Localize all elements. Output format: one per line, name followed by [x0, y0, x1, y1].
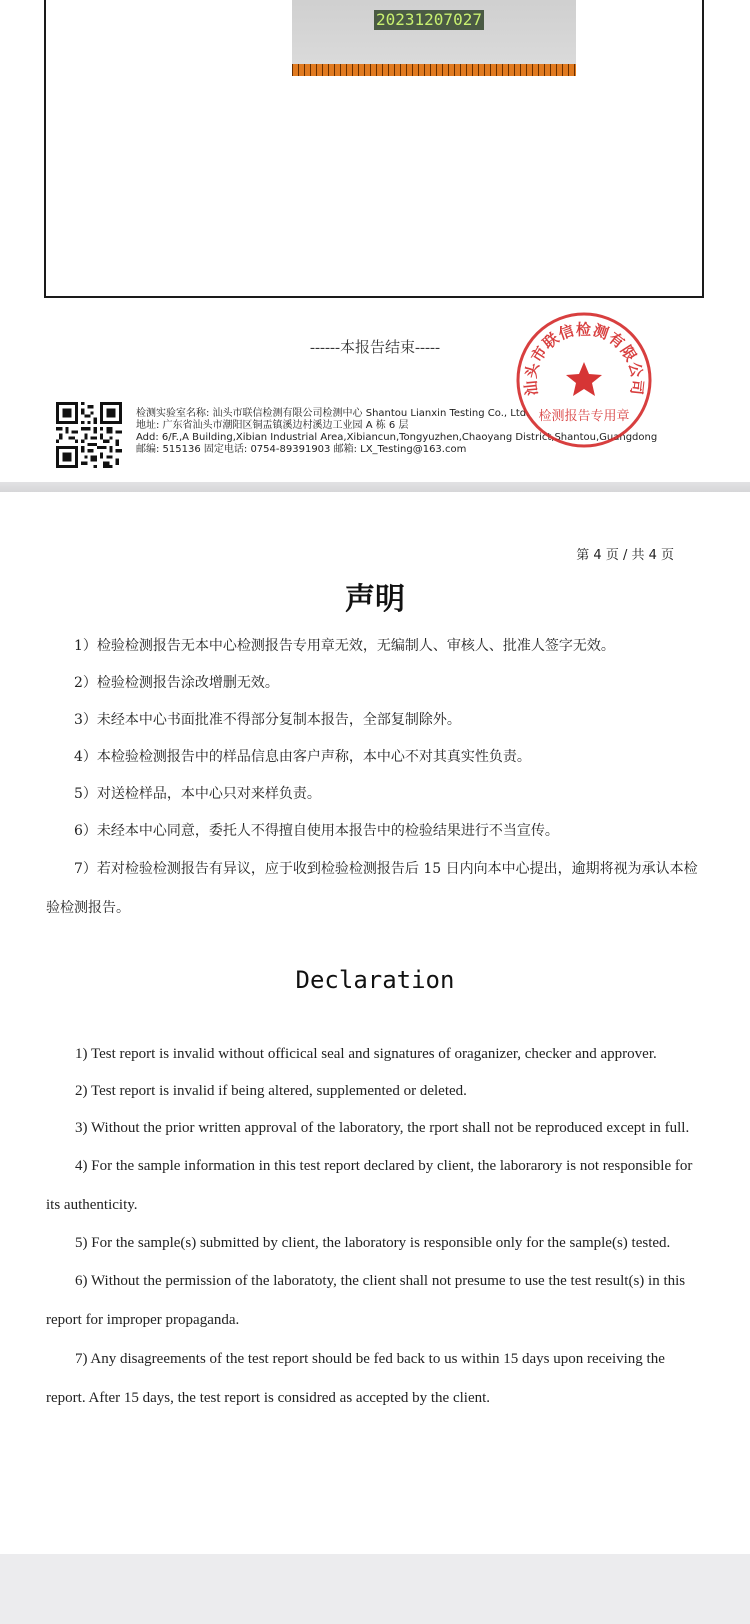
declaration-item-en: 5) For the sample(s) submitted by client, the laboratory is responsible only for the sample(s) tested.	[75, 1235, 671, 1251]
declaration-item-en: 1) Test report is invalid without officical seal and signatures of oraganizer, checker and approver.	[75, 1046, 657, 1062]
sample-id-label: 20231207027	[376, 10, 482, 29]
declaration-item-cn: 3）未经本中心书面批准不得部分复制本报告，全部复制除外。	[74, 712, 461, 728]
ruler	[292, 64, 576, 76]
report-page-4	[0, 492, 750, 1554]
sample-photo-frame	[44, 0, 704, 298]
sample-photo	[292, 0, 576, 76]
declaration-item-en: 2) Test report is invalid if being altered, supplemented or deleted.	[75, 1083, 467, 1099]
report-page-3	[0, 0, 750, 482]
declaration-item-en: 4) For the sample information in this test report declared by client, the laborarory is not responsible for its authenticity.	[46, 1158, 693, 1213]
seal-top-text: 汕头市联信检测有限公司	[521, 320, 647, 397]
declaration-list-cn	[46, 628, 702, 928]
declaration-item-cn: 1）检验检测报告无本中心检测报告专用章无效，无编制人、审核人、批准人签字无效。	[74, 638, 615, 654]
lab-address-cn-line: 地址: 广东省汕头市潮阳区铜盂镇溪边村溪边工业园 A 栋 6 层	[136, 420, 409, 431]
declaration-item-cn: 4）本检验检测报告中的样品信息由客户声称，本中心不对其真实性负责。	[74, 749, 531, 765]
declaration-item-cn: 2）检验检测报告涂改增删无效。	[74, 675, 279, 691]
declaration-title-cn: 声明	[345, 583, 405, 616]
page-separator	[0, 482, 750, 492]
lab-contact-line: 邮编: 515136 固定电话: 0754-89391903 邮箱: LX_Testing@163.com	[136, 444, 467, 455]
official-seal-stamp	[514, 310, 654, 450]
page-number: 第 4 页 / 共 4 页	[576, 548, 674, 563]
declaration-item-cn: 5）对送检样品，本中心只对来样负责。	[74, 786, 321, 802]
qr-code	[56, 402, 122, 468]
declaration-item-en: 6) Without the permission of the laboratoty, the client shall not presume to use the test result(s) in this report for improper propaganda.	[46, 1273, 686, 1328]
declaration-item-en: 7) Any disagreements of the test report should be fed back to us within 15 days upon receiving the report. After 15 days, the test report is considred as accepted by the client.	[46, 1351, 665, 1406]
report-end-text: ------本报告结束-----	[310, 340, 440, 356]
declaration-title-en: Declaration	[295, 966, 455, 994]
declaration-item-en: 3) Without the prior written approval of the laboratory, the rport shall not be reproduced except in full.	[75, 1120, 690, 1136]
seal-bottom-text: 检测报告专用章	[538, 409, 630, 424]
declaration-item-cn: 6）未经本中心同意，委托人不得擅自使用本报告中的检验结果进行不当宣传。	[74, 823, 559, 839]
lab-address-en-line: Add: 6/F.,A Building,Xibian Industrial Area,Xibiancun,Tongyuzhen,Chaoyang District,Shantou,Guangdong	[136, 432, 658, 443]
declaration-list-en	[46, 1036, 702, 1418]
declaration-item-cn: 7）若对检验检测报告有异议，应于收到检验检测报告后 15 日内向本中心提出，逾期将视为承认本检验检测报告。	[46, 861, 698, 916]
lab-name-line: 检测实验室名称: 汕头市联信检测有限公司检测中心 Shantou Lianxin Testing Co., Ltd.	[136, 408, 530, 419]
